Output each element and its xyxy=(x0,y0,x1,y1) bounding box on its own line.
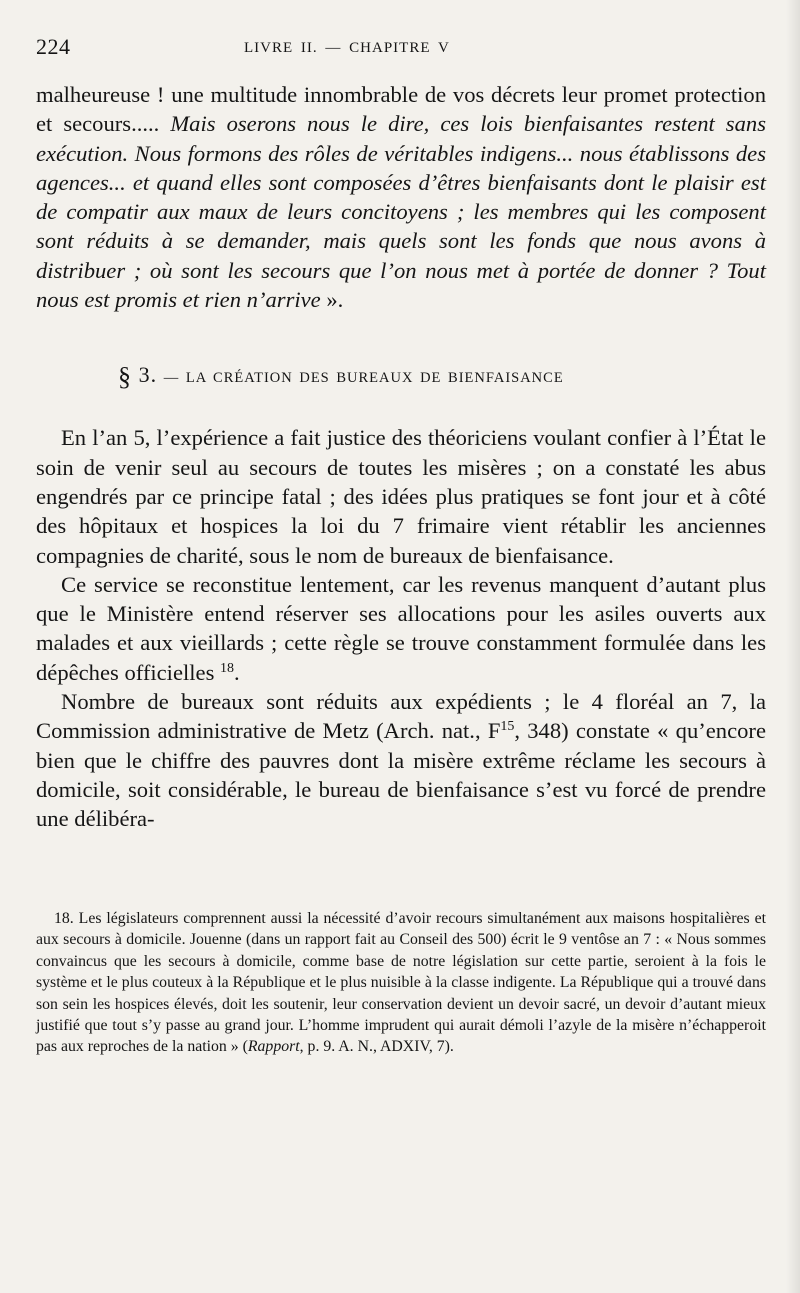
footnote-source-rest: , p. 9. A. N., ADXIV, 7). xyxy=(299,1038,454,1056)
paragraph-3-text-a: Nombre de bureaux sont réduits aux expédients ; le 4 floréal an 7, la Commission administrative de Metz (Arch. nat., F xyxy=(36,689,766,744)
paragraph-2-text: Ce service se reconstitue lentement, car les revenus manquent d’autant plus que le Ministère entend réserver ses allocations pour les asiles ouverts aux malades et aux vieillards ; cette règle se trouve constamment formulée dans les dépêches officielles xyxy=(36,571,766,685)
footnote-paragraph xyxy=(36,908,766,1058)
paragraph-2 xyxy=(36,570,766,687)
quote-italic: Mais oserons nous le dire, ces lois bienfaisantes restent sans exécution. Nous formons des rôles de véritables indigens... nous établissons des agences... et quand elles sont composées d’êtres bienfaisants dont le plaisir est de compatir aux maux de leurs concitoyens ; les membres qui les composent sont réduits à se demander, mais quels sont les fonds que nous avons à distribuer ; où sont les secours que l’on nous met à portée de donner ? Tout nous est promis et rien n’arrive xyxy=(36,111,766,313)
footnote-18 xyxy=(36,908,766,1058)
paragraph-1: En l’an 5, l’expérience a fait justice des théoriciens voulant confier à l’État le soin de venir seul au secours de toutes les misères ; on a constaté les abus engendrés par ce principe fatal ; des idées plus pratiques se font jour et à côté des hôpitaux et hospices la loi du 7 frimaire vient rétablir les anciennes compagnies de charité, sous le nom de bureaux de bienfaisance. xyxy=(36,425,766,568)
footnote-text: 18. Les législateurs comprennent aussi la nécessité d’avoir recours simultanément aux maisons hospitalières et aux secours à domicile. Jouenne (dans un rapport fait au Conseil des 500) écrit le 9 ventôse an 7 : « Nous sommes convaincus que les secours à domicile, comme base de notre législation sur cette partie, seroient à la fois le système et le plus couteux à la République et le plus nuisible à la classe indigente. La République qui a trouvé dans son sein les hospices élevés, doit les soutenir, leur conservation devient un devoir sacré, un devoir d’autant mieux justifié que tout s’y passe au grand jour. L’homme imprudent qui aurait démoli l’azyle de la misère n’échapperoit pas aux reproches de la nation » ( xyxy=(36,910,766,1056)
footnote-source-italic: Rapport xyxy=(247,1038,300,1056)
body-text xyxy=(36,80,766,834)
paragraph-3-text-b: , 348) constate « qu’encore bien que le chiffre des pauvres dont la misère extrême réclame les secours à domicile, soit considérable, le bureau de bienfaisance s’est vu forcé de prendre une délibéra- xyxy=(36,718,766,832)
paragraph-3 xyxy=(36,687,766,833)
running-head xyxy=(36,34,766,64)
series-superscript: 15 xyxy=(500,719,515,735)
footnote-ref-18[interactable]: 18 xyxy=(220,660,235,676)
quote-paragraph xyxy=(36,80,766,314)
section-title: — LA CRÉATION DES BUREAUX DE BIENFAISANCE xyxy=(163,370,564,387)
section-body xyxy=(36,423,766,833)
section-heading xyxy=(118,360,766,393)
section-symbol: § xyxy=(118,362,132,392)
quote-end: ». xyxy=(320,287,344,313)
section-number: 3. xyxy=(138,362,158,388)
quote-start: malheureuse ! une multitude innombrable de vos décrets leur promet protection et secours..... xyxy=(36,82,766,137)
running-title: LIVRE II. — CHAPITRE V xyxy=(244,40,450,56)
page-number: 224 xyxy=(36,34,71,59)
paragraph-2-end: . xyxy=(234,659,240,685)
